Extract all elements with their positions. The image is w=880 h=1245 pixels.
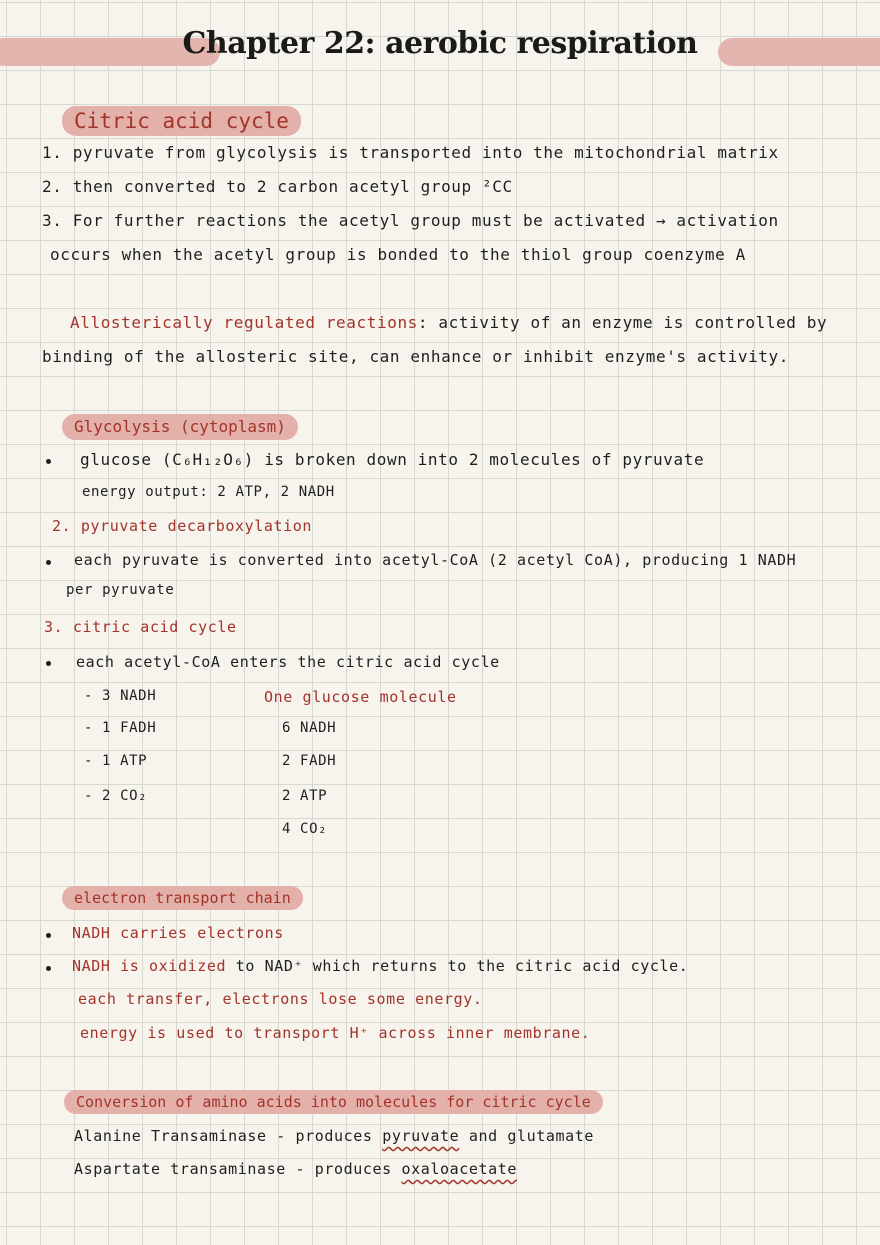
bullet-dot [46, 966, 51, 971]
aspartate-transaminase-row [74, 1160, 517, 1178]
etc-bullet-2-red: NADH is oxidized [72, 957, 227, 975]
etc-line-3: each transfer, electrons lose some energy. [78, 990, 483, 1008]
per-glucose-item: 6 NADH [282, 720, 337, 736]
allosteric-label: Allosterically regulated reactions [70, 313, 418, 332]
allosteric-line-1 [70, 313, 827, 332]
citric-line-1: 1. pyruvate from glycolysis is transported into the mitochondrial matrix [42, 143, 779, 162]
allosteric-text-1: : activity of an enzyme is controlled by [417, 313, 828, 332]
etc-line-4: energy is used to transport H⁺ across inner membrane. [80, 1024, 591, 1042]
glycolysis-bullet-1: glucose (C₆H₁₂O₆) is broken down into 2 molecules of pyruvate [80, 450, 705, 469]
pyruvate-product: pyruvate [382, 1127, 460, 1145]
citric-line-3: 3. For further reactions the acetyl group must be activated → activation [42, 211, 779, 230]
decarboxylation-bullet-sub: per pyruvate [66, 582, 175, 598]
decarboxylation-bullet: each pyruvate is converted into acetyl-CoA (2 acetyl CoA), producing 1 NADH [74, 551, 797, 569]
bullet-dot [46, 459, 51, 464]
per-glucose-item: 4 CO₂ [282, 821, 328, 837]
citric-step-bullet: each acetyl-CoA enters the citric acid cycle [76, 653, 500, 671]
citric-acid-cycle-heading: Citric acid cycle [62, 106, 301, 136]
bullet-dot [46, 933, 51, 938]
electron-transport-chain-heading: electron transport chain [62, 886, 303, 910]
glycolysis-energy-output: energy output: 2 ATP, 2 NADH [82, 484, 335, 500]
alanine-row-prefix: Alanine Transaminase - produces [74, 1127, 383, 1145]
per-glucose-item: 2 FADH [282, 753, 337, 769]
etc-bullet-1: NADH carries electrons [72, 924, 284, 942]
per-acetyl-item: - 3 NADH [84, 688, 157, 704]
alanine-row-suffix: and glutamate [459, 1127, 595, 1145]
aspartate-row-prefix: Aspartate transaminase - produces [74, 1160, 402, 1178]
one-glucose-title: One glucose molecule [264, 688, 457, 706]
per-glucose-item: 2 ATP [282, 788, 328, 804]
allosteric-line-2: binding of the allosteric site, can enhance or inhibit enzyme's activity. [42, 347, 789, 366]
pyruvate-decarboxylation-title: 2. pyruvate decarboxylation [52, 517, 313, 535]
per-acetyl-item: - 1 FADH [84, 720, 157, 736]
citric-line-2: 2. then converted to 2 carbon acetyl group ²CC [42, 177, 513, 196]
per-acetyl-item: - 1 ATP [84, 753, 148, 769]
glycolysis-heading: Glycolysis (cytoplasm) [62, 414, 298, 440]
page-title: Chapter 22: aerobic respiration [182, 26, 698, 61]
etc-bullet-2-rest: to NAD⁺ which returns to the citric acid cycle. [226, 957, 689, 975]
bullet-dot [46, 560, 51, 565]
citric-acid-cycle-step-title: 3. citric acid cycle [44, 618, 237, 636]
bullet-dot [46, 661, 51, 666]
alanine-transaminase-row [74, 1127, 594, 1145]
oxaloacetate-product: oxaloacetate [401, 1160, 518, 1178]
amino-acid-conversion-heading: Conversion of amino acids into molecules for citric cycle [64, 1090, 603, 1114]
etc-bullet-2 [72, 957, 688, 975]
per-acetyl-item: - 2 CO₂ [84, 788, 148, 804]
citric-line-4: occurs when the acetyl group is bonded to the thiol group coenzyme A [50, 245, 746, 264]
